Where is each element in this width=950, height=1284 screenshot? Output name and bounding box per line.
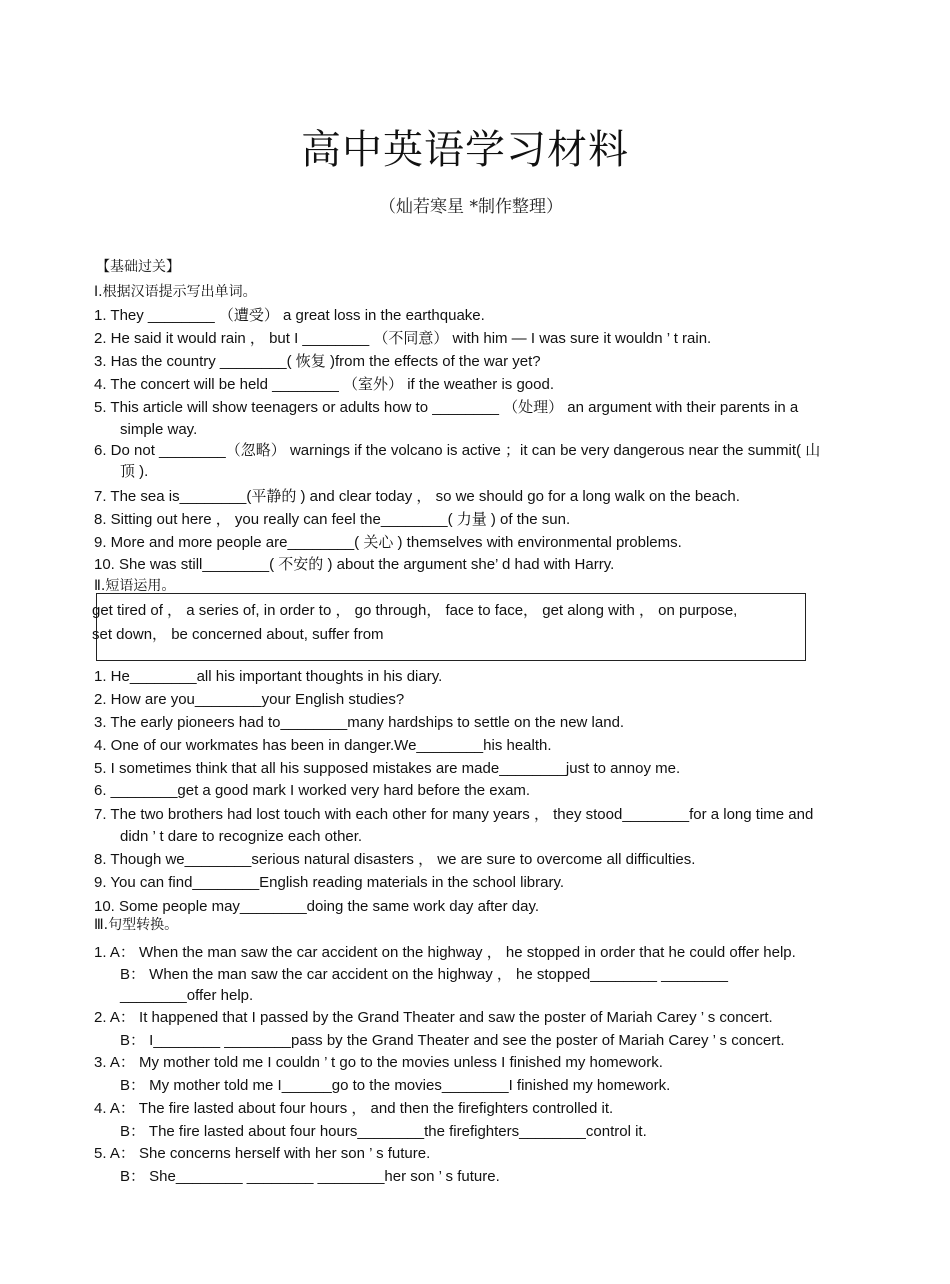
- s1-item-7: 7. The sea is________(平静的 ) and clear today ， so we should go for a long walk on the beach.: [94, 488, 740, 505]
- s1-item-9: 9. More and more people are________( 关心 ) themselves with environmental problems.: [94, 534, 682, 551]
- s3-item-1a: 1. A： When the man saw the car accident on the highway ， he stopped in order that he could offer help.: [94, 944, 796, 961]
- s2-item-10: 10. Some people may________doing the same work day after day.: [94, 898, 540, 915]
- s1-item-6: 6. Do not ________（忽略） warnings if the volcano is active ；it can be very dangerous near the summit( 山: [94, 442, 821, 459]
- s1-item-4: 4. The concert will be held ________ （室外） if the weather is good.: [94, 376, 554, 393]
- s1-item-8: 8. Sitting out here ， you really can feel the________( 力量 ) of the sun.: [94, 511, 571, 528]
- s1-item-5: 5. This article will show teenagers or adults how to ________ （处理） an argument with their parents in a: [94, 399, 799, 416]
- s1-item-3: 3. Has the country ________( 恢复 )from the effects of the war yet?: [94, 353, 541, 370]
- s3-item-5a: 5. A： She concerns herself with her son ’ s future.: [94, 1145, 431, 1162]
- s3-item-4b: B： The fire lasted about four hours________the firefighters________control it.: [120, 1123, 647, 1140]
- s3-item-2b: B： I________ ________pass by the Grand Theater and see the poster of Mariah Carey ’ s concert.: [120, 1032, 785, 1049]
- section-2-header: Ⅱ.短语运用。: [94, 578, 176, 594]
- s2-item-7-cont: didn ’ t dare to recognize each other.: [120, 828, 363, 845]
- s2-item-2: 2. How are you________your English studies?: [94, 691, 405, 708]
- s3-item-1b-cont: ________offer help.: [120, 987, 254, 1004]
- s1-item-6-cont: 顶 ).: [120, 463, 149, 480]
- section-3-header: Ⅲ.句型转换。: [94, 917, 179, 933]
- s2-item-8: 8. Though we________serious natural disasters ， we are sure to overcome all difficulties.: [94, 851, 696, 868]
- s2-item-1: 1. He________all his important thoughts in his diary.: [94, 668, 443, 685]
- s2-item-3: 3. The early pioneers had to________many hardships to settle on the new land.: [94, 714, 625, 731]
- s1-item-5-cont: simple way.: [120, 421, 198, 438]
- phrase-box-line-2: set down， be concerned about, suffer from: [92, 626, 384, 643]
- s1-item-10: 10. She was still________( 不安的 ) about the argument she’ d had with Harry.: [94, 556, 615, 573]
- s3-item-3b: B： My mother told me I______go to the movies________I finished my homework.: [120, 1077, 671, 1094]
- s3-item-4a: 4. A： The fire lasted about four hours ， and then the firefighters controlled it.: [94, 1100, 614, 1117]
- s3-item-3a: 3. A： My mother told me I couldn ’ t go to the movies unless I finished my homework.: [94, 1054, 663, 1071]
- s3-item-5b: B： She________ ________ ________her son ’ s future.: [120, 1168, 500, 1185]
- s2-item-5: 5. I sometimes think that all his supposed mistakes are made________just to annoy me.: [94, 760, 681, 777]
- s1-item-2: 2. He said it would rain ， but I ________ （不同意） with him — I was sure it wouldn ’ t rain.: [94, 330, 712, 347]
- s2-item-9: 9. You can find________English reading materials in the school library.: [94, 874, 565, 891]
- section-1-header: Ⅰ.根据汉语提示写出单词。: [94, 284, 257, 300]
- s3-item-2a: 2. A： It happened that I passed by the Grand Theater and saw the poster of Mariah Carey ’ s concert.: [94, 1009, 773, 1026]
- phrase-box-line-1: get tired of ， a series of, in order to ， go through， face to face， get along with ， on purpose,: [92, 602, 738, 619]
- s3-item-1b: B： When the man saw the car accident on the highway ， he stopped________ ________: [120, 966, 728, 983]
- s2-item-7: 7. The two brothers had lost touch with each other for many years ， they stood________for a long time and: [94, 806, 814, 823]
- s2-item-4: 4. One of our workmates has been in danger.We________his health.: [94, 737, 552, 754]
- page-title: 高中英语学习材料: [301, 127, 629, 173]
- s1-item-1: 1. They ________ （遭受） a great loss in the earthquake.: [94, 307, 485, 324]
- s2-item-6: 6. ________get a good mark I worked very hard before the exam.: [94, 782, 531, 799]
- page-subtitle: （灿若寒星 *制作整理）: [379, 197, 563, 217]
- basic-section-header: 【基础过关】: [96, 259, 180, 275]
